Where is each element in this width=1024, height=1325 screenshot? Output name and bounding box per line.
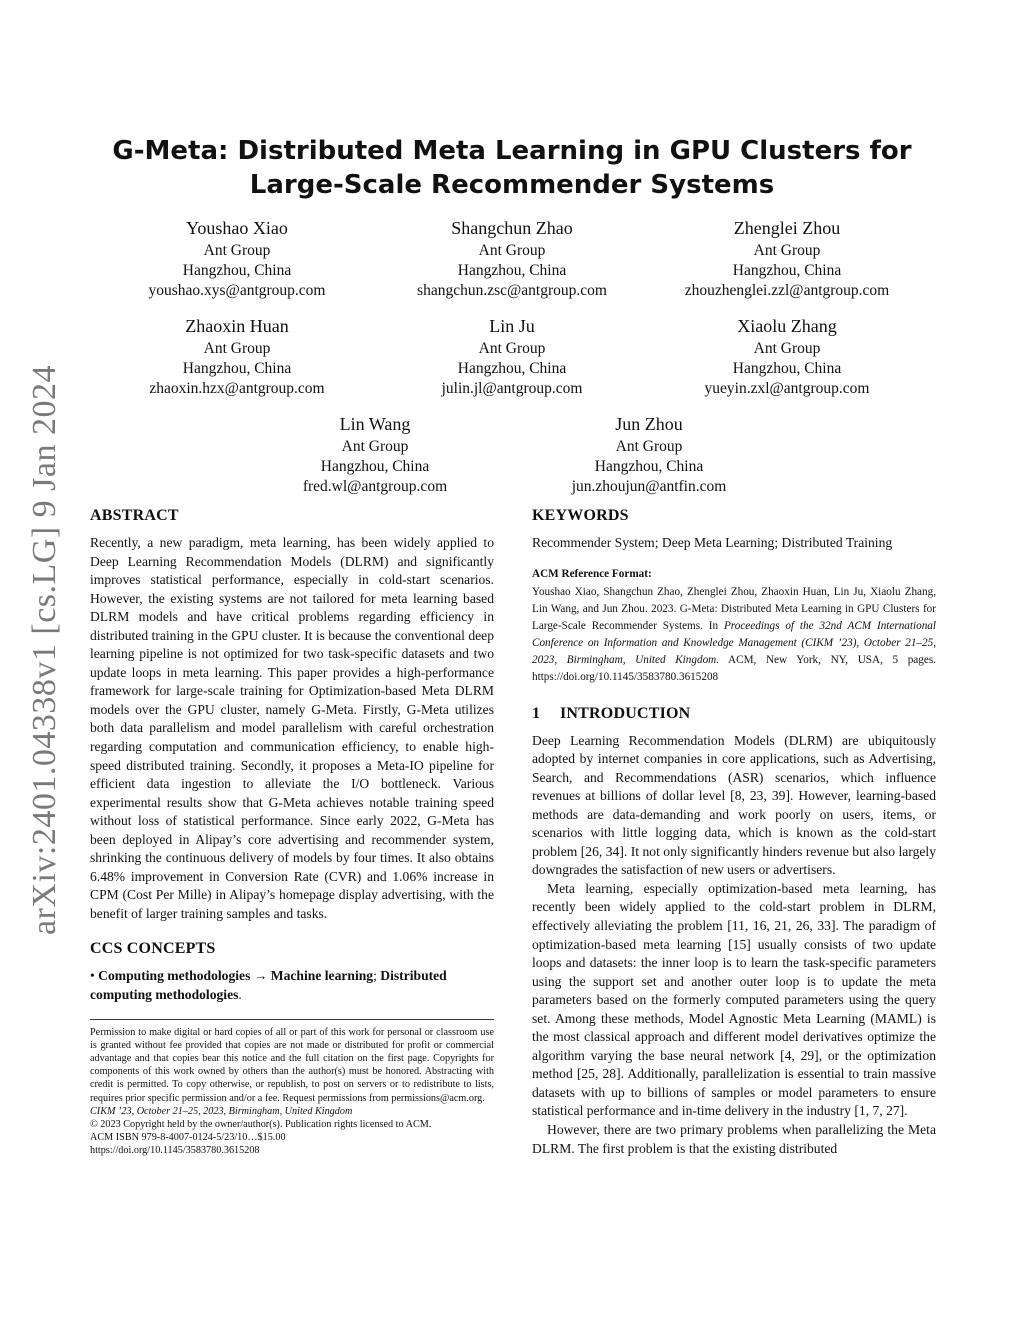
author-location: Hangzhou, China <box>182 262 292 279</box>
author-org: Ant Group <box>203 242 271 259</box>
author-location: Hangzhou, China <box>457 360 567 377</box>
isbn-line: ACM ISBN 979-8-4007-0124-5/23/10…$15.00 <box>90 1132 286 1144</box>
author-location: Hangzhou, China <box>732 262 842 279</box>
author-location: Hangzhou, China <box>320 458 430 475</box>
author-location: Hangzhou, China <box>594 458 704 475</box>
venue-line: CIKM ’23, October 21–25, 2023, Birmingham, United Kingdom <box>90 1105 353 1117</box>
acm-reference-proceedings: Proceedings of the 32nd ACM International Conference on Information and Knowledge Management (CIKM ’23), October 21–25, 2023, Birmingham, United Kingdom. <box>532 619 937 666</box>
arxiv-sidebar <box>26 365 63 935</box>
keywords-text: Recommender System; Deep Meta Learning; Distributed Training <box>532 535 893 550</box>
author-org: Ant Group <box>478 242 546 259</box>
acm-reference-text <box>532 584 936 686</box>
acm-reference-heading: ACM Reference Format: <box>532 567 652 580</box>
author-org: Ant Group <box>341 438 409 455</box>
ccs-end: . <box>238 987 242 1003</box>
acm-reference-citation: Youshao Xiao, Shangchun Zhao, Zhenglei Zhou, Zhaoxin Huan, Lin Ju, Xiaolu Zhang, Lin Wang, and Jun Zhou. 2023. G-Meta: Distributed Meta Learning in GPU Clusters for Large-Scale Recommender Systems. In <box>532 585 936 632</box>
author-email: zhaoxin.hzx@antgroup.com <box>149 380 325 397</box>
author-name: Xiaolu Zhang <box>737 316 837 336</box>
author-org: Ant Group <box>203 340 271 357</box>
permission-notice: Permission to make digital or hard copies of all or part of this work for personal or classroom use is granted without fee provided that copies are not made or distributed for profit or commercial advantage and that copies bear this notice and the full citation on the first page. Copyrights for components of this work owned by others than the author(s) must be honored. Abstracting with credit is permitted. To copy otherwise, or republish, to post on servers or to redistribute to lists, requires prior specific permission and/or a fee. Request permissions from permissions@acm.org. <box>90 1026 494 1104</box>
author-email: jun.zhoujun@antfin.com <box>571 478 727 495</box>
copyright-line: © 2023 Copyright held by the owner/author(s). Publication rights licensed to ACM. <box>90 1119 432 1130</box>
author-block <box>87 314 387 399</box>
ccs-term: Distributed computing methodologies <box>90 968 447 1003</box>
right-column <box>532 506 936 1158</box>
author-location: Hangzhou, China <box>732 360 842 377</box>
author-org: Ant Group <box>753 242 821 259</box>
introduction-heading <box>532 704 936 724</box>
ccs-concepts <box>90 967 494 1004</box>
author-location: Hangzhou, China <box>182 360 292 377</box>
footnote-divider <box>90 1019 494 1020</box>
author-block <box>362 314 662 399</box>
author-name: Zhenglei Zhou <box>733 218 841 238</box>
intro-paragraph: Deep Learning Recommendation Models (DLRM) are ubiquitously adopted by internet companies in core applications, such as Advertising, Search, and Recommendations (ASR) scenarios, which influence revenues at billions of dollar level [8, 23, 39]. However, learning-based methods are data-demanding and work poorly on users, items, or scenarios with little logging data, which is known as the cold-start problem [26, 34]. It not only significantly hinders revenue but also largely downgrades the satisfaction of new users or advertisers. <box>532 732 936 878</box>
ccs-heading: CCS CONCEPTS <box>90 940 216 958</box>
author-name: Youshao Xiao <box>186 218 288 238</box>
ccs-separator: ; <box>373 968 377 984</box>
section-number: 1 <box>532 704 541 722</box>
author-name: Jun Zhou <box>615 414 683 434</box>
author-block <box>499 412 799 497</box>
abstract-text: Recently, a new paradigm, meta learning, has been widely applied to Deep Learning Recommendation Models (DLRM) and significantly improves statistical performance, especially in cold-start scenarios. However, the existing systems are not tailored for meta learning based DLRM models and have critical problems regarding efficiency in distributed training in the GPU cluster. It is because the conventional deep learning pipeline is not optimized for two task-specific datasets and two update loops in meta learning. This paper provides a high-performance framework for large-scale training for Optimization-based Meta DLRM models over the GPU cluster, namely G-Meta. Firstly, G-Meta utilizes both data parallelism and model parallelism with careful orchestration regarding computation and communication efficiency, to enable high-speed distributed training. Secondly, it proposes a Meta-IO pipeline for efficient data ingestion to alleviate the I/O bottleneck. Various experimental results show that G-Meta achieves notable training speed without loss of statistical performance. Since early 2022, G-Meta has been deployed in Alipay’s core advertising and recommender system, shrinking the continuous delivery of models by four times. It also obtains 6.48% improvement in Conversion Rate (CVR) and 1.06% increase in CPM (Cost Per Mille) in Alipay’s homepage display advertising, with the benefit of larger training samples and tasks. <box>90 535 494 921</box>
ccs-term: Computing methodologies <box>98 968 251 984</box>
paper-title <box>100 134 924 202</box>
author-org: Ant Group <box>478 340 546 357</box>
ccs-bullet: • <box>90 968 95 984</box>
author-block <box>87 216 387 301</box>
acm-reference-tail: ACM, New York, NY, USA, 5 pages. https://doi.org/10.1145/3583780.3615208 <box>532 653 936 683</box>
author-org: Ant Group <box>615 438 683 455</box>
left-column <box>90 506 494 1158</box>
permission-footnote <box>90 1026 494 1158</box>
arxiv-identifier: arXiv:2401.04338v1 [cs.LG] 9 Jan 2024 <box>26 365 63 935</box>
author-email: yueyin.zxl@antgroup.com <box>704 380 870 397</box>
abstract-heading: ABSTRACT <box>90 507 179 524</box>
author-location: Hangzhou, China <box>457 262 567 279</box>
author-block <box>637 216 937 301</box>
doi-link[interactable]: https://doi.org/10.1145/3583780.3615208 <box>90 1145 260 1157</box>
author-block <box>637 314 937 399</box>
author-email: julin.jl@antgroup.com <box>441 380 583 397</box>
title-line-1: G-Meta: Distributed Meta Learning in GPU Clusters for <box>112 136 912 166</box>
author-name: Lin Wang <box>339 414 411 434</box>
author-org: Ant Group <box>753 340 821 357</box>
author-block <box>225 412 525 497</box>
author-name: Zhaoxin Huan <box>185 316 289 336</box>
author-email: fred.wl@antgroup.com <box>302 478 448 495</box>
title-line-2: Large-Scale Recommender Systems <box>249 170 775 200</box>
keywords-heading: KEYWORDS <box>532 507 629 524</box>
author-name: Lin Ju <box>489 316 535 336</box>
author-email: youshao.xys@antgroup.com <box>148 282 326 299</box>
author-email: zhouzhenglei.zzl@antgroup.com <box>684 282 890 299</box>
ccs-arrow: → <box>253 968 268 984</box>
section-title: INTRODUCTION <box>560 704 691 722</box>
ccs-term: Machine learning <box>270 968 374 984</box>
author-email: shangchun.zsc@antgroup.com <box>417 282 607 299</box>
intro-paragraph: Meta learning, especially optimization-based meta learning, has recently been widely applied to the cold-start problem in DLRM, effectively alleviating the problem [11, 16, 21, 26, 33]. The paradigm of optimization-based meta learning [15] usually consists of two update loops and datasets: the inner loop is to learn the task-specific parameters using the support set and another outer loop is to update the meta parameters based on the formerly computed parameters using the query set. Among these methods, Model Agnostic Meta Learning (MAML) is the most classical approach and different model derivatives optimize the algorithm varying the base neural network [4, 29], or the optimization method [25, 28]. Additionally, parallelization is essential to train massive datasets with up to billions of samples or model parameters to ensure statistical performance and in-time delivery in the industry [1, 7, 27]. <box>532 880 936 1119</box>
author-name: Shangchun Zhao <box>451 218 573 238</box>
intro-paragraph: However, there are two primary problems when parallelizing the Meta DLRM. The first problem is that the existing distributed <box>532 1122 936 1156</box>
author-block <box>362 216 662 301</box>
